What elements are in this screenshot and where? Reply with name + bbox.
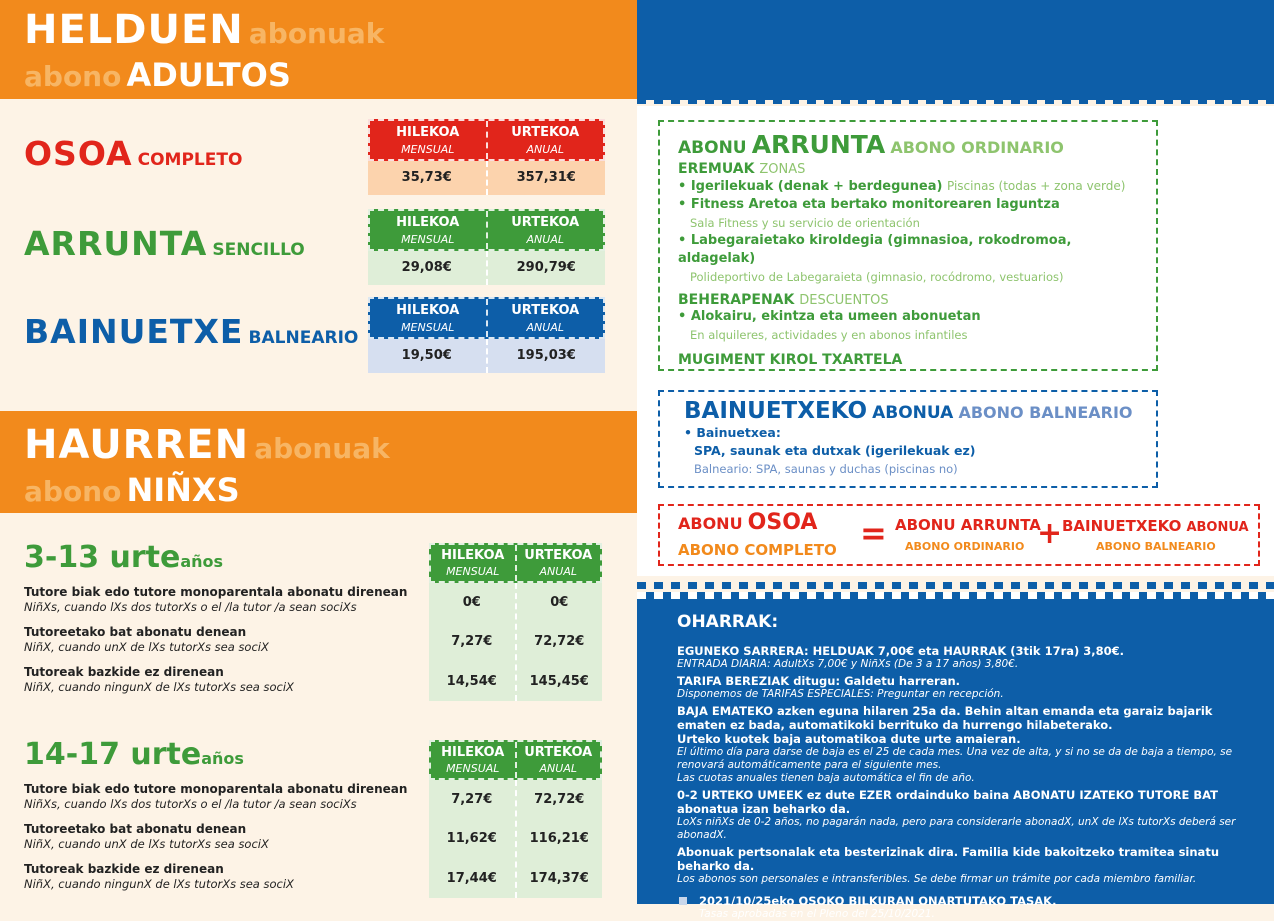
kids-price-table — [429, 740, 602, 898]
monthly-price: 35,73€ — [401, 170, 452, 185]
spa-t2: ABONUA — [872, 403, 954, 423]
price-table-header — [368, 119, 605, 161]
discounts-sub: DESCUENTOS — [799, 293, 889, 308]
kids-table-body — [429, 780, 602, 898]
formula-a2: OSOA — [747, 510, 818, 535]
adults-header-border — [0, 99, 637, 105]
annual-label: URTEKOA — [511, 215, 580, 230]
monthly-price: 19,50€ — [401, 348, 452, 363]
monthly-header — [370, 211, 486, 249]
annual-price: 195,03€ — [486, 339, 606, 373]
tariff-row-eu: Tutore biak edo tutore monoparentala abonatu direnean — [24, 585, 408, 599]
annual-price: 116,21€ — [529, 831, 589, 847]
price-table — [368, 119, 605, 195]
monthly-label-es: MENSUAL — [446, 762, 500, 775]
plan-title — [24, 224, 305, 263]
tariff-row-es: NiñX, cuando unX de lXs tutorXs sea sociX — [24, 837, 269, 851]
zone-3-es: Polideportivo de Labegaraieta (gimnasio, rocódromo, vestuarios) — [690, 270, 1064, 284]
annual-header — [515, 742, 601, 778]
formula-b1: ABONU ARRUNTA — [895, 516, 1041, 534]
annual-label: URTEKOA — [524, 745, 593, 760]
monthly-price: 7,27€ — [451, 792, 493, 808]
monthly-header — [370, 121, 486, 159]
ordinary-t2: ARRUNTA — [751, 130, 886, 159]
price-table-header — [368, 297, 605, 339]
note-2: TARIFA BEREZIAK ditugu: Galdetu harreran. — [677, 674, 961, 688]
age-range: 14-17 urte — [24, 737, 202, 772]
formula-equals: = — [860, 514, 887, 552]
note-5-es: Los abonos son personales e intransferibles. Se debe firmar un trámite por cada miembro familiar. — [677, 873, 1197, 885]
notes-title: OHARRAK: — [677, 612, 779, 632]
tariff-row-label — [24, 625, 414, 655]
ordinary-t3: ABONO ORDINARIO — [890, 138, 1064, 157]
ordinary-t1: ABONU — [678, 138, 747, 158]
note-4-es: LoXs niñXs de 0-2 años, no pagarán nada, pero para considerarle abonadX, unX de lXs tutorXs deberá ser abonadX. — [677, 816, 1236, 841]
kids-title-light: abonuak — [254, 432, 390, 465]
monthly-price: 0€ — [462, 595, 481, 611]
tariff-row-es: NiñXs, cuando lXs dos tutorXs o el /la tutor /a sean sociXs — [24, 797, 357, 811]
zones-sub: ZONAS — [759, 162, 806, 177]
tariff-row-label — [24, 585, 414, 615]
annual-label-es: ANUAL — [526, 233, 564, 246]
monthly-header — [431, 742, 515, 778]
price-row — [368, 161, 605, 195]
note-3: BAJA EMATEKO azken eguna hilaren 25a da. Behin altan emanda eta garaiz bajarik ematen ez bada, automatikoki berrituko da hurrengo hilabeterako. — [677, 704, 1213, 732]
plan-name: ARRUNTA — [24, 224, 208, 263]
plan-title — [24, 134, 242, 173]
price-table — [368, 209, 605, 285]
formula-plus: + — [1037, 516, 1063, 551]
monthly-price: 17,44€ — [446, 870, 497, 886]
adults-title-light: abonuak — [248, 17, 385, 50]
plan-sub: BALNEARIO — [248, 328, 359, 348]
annual-price: 72,72€ — [534, 792, 585, 808]
spa-abono-box — [658, 390, 1158, 488]
formula-c1: BAINUETXEKO — [1062, 517, 1182, 535]
kids-table-body — [429, 583, 602, 701]
notes-dots — [637, 592, 1274, 599]
adults-subtitle-main: ADULTOS — [126, 56, 291, 94]
spa-l2: SPA, saunak eta dutxak (igerilekuak ez) — [694, 443, 976, 458]
annual-price: 145,45€ — [529, 673, 589, 689]
sport-card: MUGIMENT KIROL TXARTELA — [678, 352, 903, 368]
kids-header — [0, 411, 637, 513]
formula-b2: ABONO ORDINARIO — [905, 540, 1025, 553]
tariff-row-eu: Tutoreetako bat abonatu denean — [24, 625, 247, 639]
plan-sub: COMPLETO — [137, 150, 243, 170]
price-table — [368, 297, 605, 373]
age-range: 3-13 urte — [24, 540, 181, 575]
right-top-dots — [637, 97, 1274, 104]
monthly-label: HILEKOA — [441, 745, 505, 760]
note-1: EGUNEKO SARRERA: HELDUAK 7,00€ eta HAURRAK (3tik 17ra) 3,80€. — [677, 644, 1125, 658]
ordinary-abono-box — [658, 120, 1158, 371]
annual-price: 72,72€ — [534, 634, 585, 650]
monthly-price: 7,27€ — [451, 634, 493, 650]
tariff-row-eu: Tutoreetako bat abonatu denean — [24, 822, 247, 836]
tariff-row-eu: Tutoreak bazkide ez direnean — [24, 862, 224, 876]
monthly-price: 14,54€ — [446, 673, 497, 689]
monthly-header — [370, 299, 486, 337]
zone-3: • Labegaraietako kiroldegia (gimnasioa, rokodromoa, aldagelak) — [678, 233, 1072, 266]
annual-price: 174,37€ — [529, 870, 589, 886]
annual-label: URTEKOA — [524, 548, 593, 563]
footer-1-es: Tasas aprobadas en el Pleno del 25/10/2021. — [699, 908, 935, 920]
annual-label: URTEKOA — [511, 303, 580, 318]
monthly-label: HILEKOA — [396, 125, 460, 140]
adults-subtitle-light: abono — [24, 60, 122, 93]
age-unit: años — [201, 749, 244, 768]
note-5: Abonuak pertsonalak eta besterizinak dira. Familia kide bakoitzeko tramitea sinatu beharko da. — [677, 845, 1220, 873]
zones-heading: EREMUAK — [678, 161, 755, 177]
note-1-es: ENTRADA DIARIA: AdultXs 7,00€ y NiñXs (De 3 a 17 años) 3,80€. — [677, 658, 1019, 670]
age-group-title — [24, 737, 244, 772]
tariff-row-label — [24, 862, 414, 892]
plan-title — [24, 312, 358, 351]
monthly-label: HILEKOA — [396, 303, 460, 318]
annual-header — [515, 545, 601, 581]
kids-table-header — [429, 740, 602, 780]
zone-2-es: Sala Fitness y su servicio de orientación — [690, 216, 920, 230]
price-table-header — [368, 209, 605, 251]
annual-label-es: ANUAL — [526, 321, 564, 334]
note-3-es: El último día para darse de baja es el 25 de cada mes. Una vez de alta, y si no se da de baja a tiempo, se renovará automáticamente para el siguiente mes. — [677, 746, 1233, 771]
price-row — [368, 339, 605, 373]
monthly-label: HILEKOA — [396, 215, 460, 230]
formula-box — [658, 504, 1260, 566]
discount-1-es: En alquileres, actividades y en abonos infantiles — [690, 328, 968, 342]
zone-2: • Fitness Aretoa eta bertako monitorearen laguntza — [678, 197, 1060, 212]
kids-table-header — [429, 543, 602, 583]
note-2-es: Disponemos de TARIFAS ESPECIALES: Preguntar en recepción. — [677, 688, 1004, 700]
annual-label-es: ANUAL — [539, 762, 577, 775]
monthly-price: 29,08€ — [401, 260, 452, 275]
tariff-row-label — [24, 822, 414, 852]
notes-dots-top — [637, 582, 1274, 589]
tariff-row-es: NiñX, cuando ningunX de lXs tutorXs sea sociX — [24, 877, 294, 891]
formula-c3: ABONO BALNEARIO — [1096, 540, 1216, 553]
footer-1: 2021/10/25eko OSOKO BILKURAN ONARTUTAKO TASAK. — [699, 894, 1057, 908]
square-bullet-icon — [679, 897, 687, 905]
age-group-title — [24, 540, 223, 575]
annual-label: URTEKOA — [511, 125, 580, 140]
formula-c2: ABONUA — [1186, 520, 1249, 535]
monthly-label: HILEKOA — [441, 548, 505, 563]
note-3b-es: Las cuotas anuales tienen baja automática el fin de año. — [677, 772, 975, 784]
plan-sub: SENCILLO — [212, 240, 305, 260]
spa-l3: Balneario: SPA, saunas y duchas (piscinas no) — [694, 462, 958, 476]
tariff-row-es: NiñXs, cuando lXs dos tutorXs o el /la tutor /a sean sociXs — [24, 600, 357, 614]
tariff-row-eu: Tutore biak edo tutore monoparentala abonatu direnean — [24, 782, 408, 796]
kids-title-main: HAURREN — [24, 422, 250, 468]
tariff-row-eu: Tutoreak bazkide ez direnean — [24, 665, 224, 679]
tariff-row-es: NiñX, cuando unX de lXs tutorXs sea sociX — [24, 640, 269, 654]
formula-a1: ABONU — [678, 514, 743, 533]
tariff-row-label — [24, 782, 414, 812]
kids-header-border — [0, 513, 637, 519]
plan-name: BAINUETXE — [24, 312, 244, 351]
discounts-heading: BEHERAPENAK — [678, 292, 795, 308]
monthly-label-es: MENSUAL — [446, 565, 500, 578]
monthly-price: 11,62€ — [446, 831, 497, 847]
annual-label-es: ANUAL — [539, 565, 577, 578]
plan-name: OSOA — [24, 134, 133, 173]
annual-price: 290,79€ — [486, 251, 606, 285]
annual-header — [486, 121, 604, 159]
discount-1: • Alokairu, ekintza eta umeen abonuetan — [678, 309, 981, 324]
zone-1-es: Piscinas (todas + zona verde) — [947, 179, 1126, 193]
spa-l1: • Bainuetxea: — [684, 425, 781, 440]
kids-price-table — [429, 543, 602, 701]
note-4: 0-2 URTEKO UMEEK ez dute EZER ordainduko baina ABONATU IZATEKO TUTORE BAT abonatua izan beharko da. — [677, 788, 1218, 816]
annual-price: 357,31€ — [486, 161, 606, 195]
age-unit: años — [180, 552, 224, 571]
spa-t1: BAINUETXEKO — [684, 398, 868, 424]
kids-subtitle-main: NIÑXS — [126, 471, 240, 509]
monthly-label-es: MENSUAL — [401, 233, 455, 246]
adults-header — [0, 0, 637, 99]
formula-a3: ABONO COMPLETO — [678, 541, 837, 559]
annual-header — [486, 299, 604, 337]
spa-t3: ABONO BALNEARIO — [958, 403, 1133, 422]
zone-1: • Igerilekuak (denak + berdegunea) — [678, 179, 943, 194]
price-row — [368, 251, 605, 285]
annual-header — [486, 211, 604, 249]
adults-title-main: HELDUEN — [24, 7, 244, 53]
note-3b: Urteko kuotek baja automatikoa dute urte amaieran. — [677, 732, 1021, 746]
tariff-row-label — [24, 665, 414, 695]
annual-label-es: ANUAL — [526, 143, 564, 156]
right-top-band — [637, 0, 1274, 100]
kids-subtitle-light: abono — [24, 475, 122, 508]
monthly-label-es: MENSUAL — [401, 321, 455, 334]
tariff-row-es: NiñX, cuando ningunX de lXs tutorXs sea sociX — [24, 680, 294, 694]
notes-content — [677, 612, 1262, 921]
annual-price: 0€ — [550, 595, 569, 611]
monthly-label-es: MENSUAL — [401, 143, 455, 156]
monthly-header — [431, 545, 515, 581]
